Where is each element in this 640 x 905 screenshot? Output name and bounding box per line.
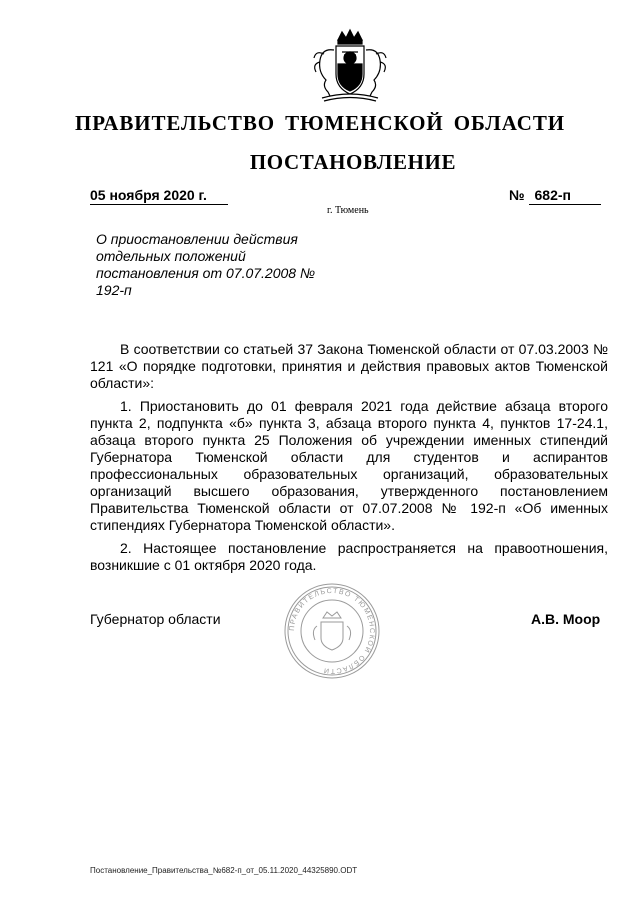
document-number	[509, 187, 604, 205]
body-paragraph: 1. Приостановить до 01 февраля 2021 года действие абзаца второго пункта 2, подпункта «б» пункта 3, абзаца второго пункта 4, пунктов 17-24.1, абзаца второго пункта 25 Положения об учреждении именных стипендий Губернатора Тюменской области для студентов и аспирантов профессиональных образовательных организаций, образовательных организаций высшего образования, утвержденного постановлением Правительства Тюменской области от 07.07.2008 № 192-п «Об именных стипендиях Губернатора Тюменской области».	[90, 398, 608, 533]
city: г. Тюмень	[327, 205, 369, 216]
body-paragraph: В соответствии со статьей 37 Закона Тюменской области от 07.03.2003 № 121 «О порядке подготовки, принятия и действия правовых актов Тюменской области»:	[90, 341, 608, 391]
number-sign: №	[509, 187, 525, 203]
document-date: 05 ноября 2020 г.	[90, 187, 228, 205]
svg-text:ПРАВИТЕЛЬСТВО ТЮМЕНСКОЙ ОБЛАСТ: ПРАВИТЕЛЬСТВО ТЮМЕНСКОЙ ОБЛАСТИ	[288, 587, 376, 675]
number-value: 682-п	[529, 187, 601, 205]
body-paragraph: 2. Настоящее постановление распространяется на правоотношения, возникшие с 01 октября 2020 года.	[90, 540, 608, 573]
document-body	[90, 341, 608, 580]
official-seal-icon	[283, 582, 381, 680]
signer-name: А.В. Моор	[531, 611, 601, 627]
document-type: ПОСТАНОВЛЕНИЕ	[249, 150, 457, 174]
signer-title: Губернатор области	[90, 611, 221, 627]
file-footer: Постановление_Правительства_№682-п_от_05.11.2020_44325890.ODT	[90, 866, 358, 875]
coat-of-arms-icon	[300, 28, 400, 108]
document-subject: О приостановлении действия отдельных положений постановления от 07.07.2008 № 192-п	[96, 231, 316, 298]
government-title: ПРАВИТЕЛЬСТВО ТЮМЕНСКОЙ ОБЛАСТИ	[75, 111, 565, 135]
